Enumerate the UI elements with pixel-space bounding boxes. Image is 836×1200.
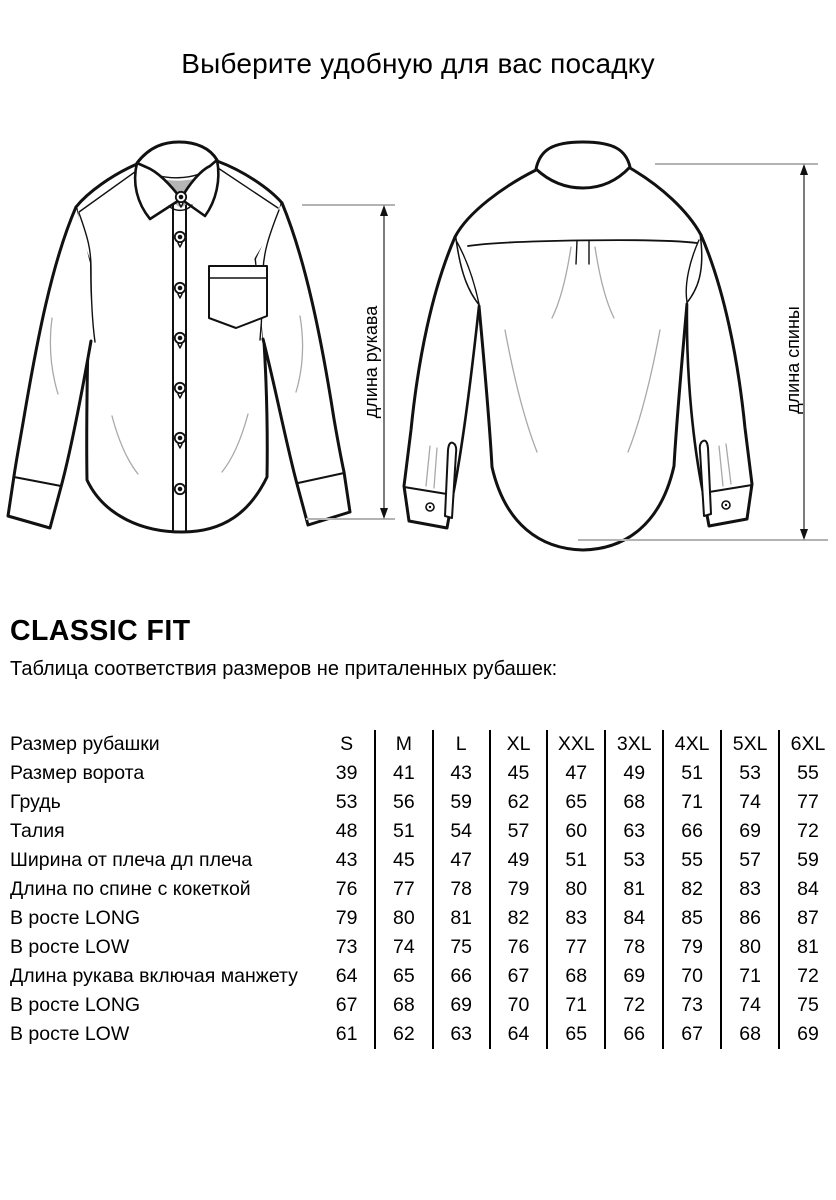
size-cell: 59: [433, 788, 490, 817]
size-cell: 81: [605, 875, 663, 904]
size-cell: 74: [375, 933, 432, 962]
classic-fit-heading: CLASSIC FIT: [10, 615, 191, 647]
table-row: [10, 788, 836, 817]
size-cell: 79: [663, 933, 721, 962]
size-cell: 57: [721, 846, 779, 875]
size-cell: 51: [663, 759, 721, 788]
size-cell: 43: [433, 759, 490, 788]
row-label: В росте LONG: [10, 907, 141, 929]
size-cell: 56: [375, 788, 432, 817]
size-cell: 79: [335, 907, 358, 929]
size-cell: M: [375, 730, 432, 759]
size-cell: 65: [547, 1020, 605, 1049]
size-cell: 45: [375, 846, 432, 875]
table-row: [10, 875, 836, 904]
size-cell: 82: [490, 904, 547, 933]
size-cell: 76: [335, 878, 358, 900]
size-cell: 55: [779, 759, 836, 788]
size-cell: 68: [721, 1020, 779, 1049]
size-cell: 69: [605, 962, 663, 991]
button-icon: [175, 484, 185, 494]
size-cell: 83: [721, 875, 779, 904]
size-cell: 75: [433, 933, 490, 962]
size-cell: 66: [605, 1020, 663, 1049]
size-cell: 67: [663, 1020, 721, 1049]
size-cell: 69: [779, 1020, 836, 1049]
size-cell: 68: [375, 991, 432, 1020]
size-cell: 61: [335, 1023, 358, 1045]
size-cell: 64: [490, 1020, 547, 1049]
size-cell: 62: [490, 788, 547, 817]
row-label: Талия: [10, 820, 65, 842]
size-cell: 80: [375, 904, 432, 933]
size-cell: 77: [375, 875, 432, 904]
arrow-up-icon: [800, 164, 808, 175]
size-table: [10, 730, 836, 1049]
size-cell: 86: [721, 904, 779, 933]
size-cell: 66: [433, 962, 490, 991]
arrow-down-icon: [380, 508, 388, 519]
size-cell: 72: [779, 817, 836, 846]
size-cell: 81: [779, 933, 836, 962]
size-cell: 63: [605, 817, 663, 846]
table-row: [10, 1020, 836, 1049]
row-label: Грудь: [10, 791, 61, 813]
row-label: Длина по спине с кокеткой: [10, 878, 251, 900]
size-table-body: [10, 730, 836, 1049]
size-cell: 64: [335, 965, 358, 987]
table-caption: Таблица соответствия размеров не приталенных рубашек:: [10, 658, 558, 680]
size-cell: 3XL: [605, 730, 663, 759]
row-label: Длина рукава включая манжету: [10, 965, 298, 987]
table-row: [10, 933, 836, 962]
row-label: В росте LONG: [10, 994, 141, 1016]
table-row: [10, 817, 836, 846]
sleeve-length-label: длина рукава: [361, 305, 381, 419]
table-row: [10, 962, 836, 991]
size-cell: 73: [335, 936, 358, 958]
row-label: Размер рубашки: [10, 733, 160, 755]
size-cell: 80: [547, 875, 605, 904]
size-cell: 78: [433, 875, 490, 904]
size-cell: 84: [605, 904, 663, 933]
row-label: В росте LOW: [10, 936, 130, 958]
table-row: [10, 846, 836, 875]
size-cell: 85: [663, 904, 721, 933]
size-cell: 62: [375, 1020, 432, 1049]
size-cell: 4XL: [663, 730, 721, 759]
size-cell: 53: [721, 759, 779, 788]
size-cell: 48: [335, 820, 358, 842]
size-cell: 70: [490, 991, 547, 1020]
front-left-sleeve: [8, 207, 91, 528]
size-cell: 87: [779, 904, 836, 933]
arrow-up-icon: [380, 205, 388, 216]
size-cell: 51: [375, 817, 432, 846]
size-cell: 67: [490, 962, 547, 991]
size-cell: 70: [663, 962, 721, 991]
size-cell: XXL: [547, 730, 605, 759]
front-shirt-drawing: [8, 142, 350, 532]
size-cell: 49: [605, 759, 663, 788]
size-cell: 79: [490, 875, 547, 904]
size-cell: 80: [721, 933, 779, 962]
size-cell: 76: [490, 933, 547, 962]
table-row: [10, 759, 836, 788]
size-cell: 71: [721, 962, 779, 991]
size-cell: 5XL: [721, 730, 779, 759]
size-cell: 43: [335, 849, 358, 871]
size-cell: 65: [547, 788, 605, 817]
size-cell: 63: [433, 1020, 490, 1049]
back-shirt-drawing: [404, 142, 752, 550]
size-cell: 82: [663, 875, 721, 904]
size-cell: 77: [779, 788, 836, 817]
size-cell: 66: [663, 817, 721, 846]
size-cell: 65: [375, 962, 432, 991]
size-cell: 71: [547, 991, 605, 1020]
size-cell: 54: [433, 817, 490, 846]
size-cell: 74: [721, 991, 779, 1020]
table-row: [10, 991, 836, 1020]
size-cell: 69: [721, 817, 779, 846]
back-length-label: длина спины: [783, 306, 803, 414]
size-cell: 47: [547, 759, 605, 788]
size-cell: 45: [490, 759, 547, 788]
size-cell: 74: [721, 788, 779, 817]
size-cell: 49: [490, 846, 547, 875]
size-cell: 57: [490, 817, 547, 846]
page-title: Выберите удобную для вас посадку: [181, 48, 655, 79]
row-label: Размер ворота: [10, 762, 145, 784]
shirt-diagram: [0, 118, 836, 596]
back-center-pleat-left: [576, 241, 577, 264]
size-cell: 77: [547, 933, 605, 962]
size-cell: 69: [433, 991, 490, 1020]
size-cell: 73: [663, 991, 721, 1020]
shirt-figures: [0, 118, 836, 596]
size-cell: 71: [663, 788, 721, 817]
row-label: В росте LOW: [10, 1023, 130, 1045]
size-cell: 59: [779, 846, 836, 875]
size-cell: 81: [433, 904, 490, 933]
arrow-down-icon: [800, 529, 808, 540]
size-cell: 51: [547, 846, 605, 875]
back-body: [455, 156, 703, 550]
size-cell: 84: [779, 875, 836, 904]
size-cell: 68: [605, 788, 663, 817]
size-cell: 83: [547, 904, 605, 933]
table-row: [10, 730, 836, 759]
size-cell: 67: [335, 994, 358, 1016]
size-cell: 41: [375, 759, 432, 788]
size-cell: 55: [663, 846, 721, 875]
size-cell: 60: [547, 817, 605, 846]
size-cell: S: [340, 733, 354, 755]
size-cell: 72: [605, 991, 663, 1020]
size-cell: 75: [779, 991, 836, 1020]
front-chest-pocket: [209, 266, 267, 328]
size-cell: XL: [490, 730, 547, 759]
row-label: Ширина от плеча дл плеча: [10, 849, 253, 871]
size-cell: 53: [335, 791, 358, 813]
size-cell: 68: [547, 962, 605, 991]
size-cell: 53: [605, 846, 663, 875]
size-cell: 39: [335, 762, 358, 784]
size-cell: 78: [605, 933, 663, 962]
size-cell: L: [433, 730, 490, 759]
size-cell: 72: [779, 962, 836, 991]
table-row: [10, 904, 836, 933]
size-cell: 47: [433, 846, 490, 875]
size-cell: 6XL: [779, 730, 836, 759]
